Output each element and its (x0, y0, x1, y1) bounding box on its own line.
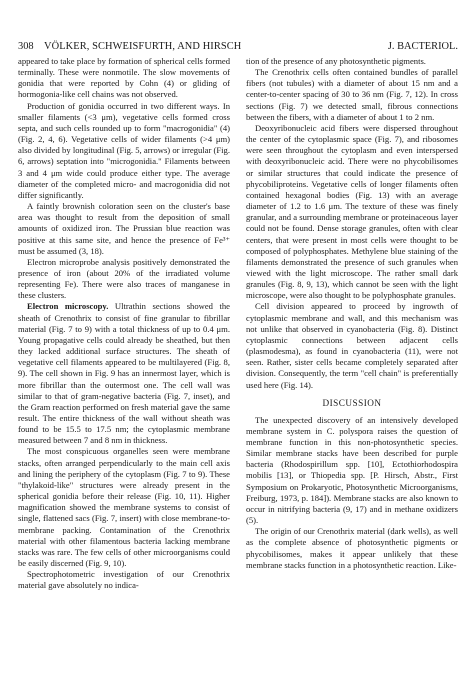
paragraph: appeared to take place by formation of spherical cells formed terminally. These were nonmotile. The slow movements of gonidia that were reported by Cohn (4) or gliding of hormogonia-like cell chains was not observed. (18, 56, 230, 100)
paragraph: The Crenothrix cells often contained bundles of parallel fibers (not tubules) with a diameter of about 15 nm and a center-to-center spacing of 30 to 36 nm (Fig. 7, 12). In cross sections (Fig. 7) we detected small, fibrous connections between the fibers, with a diameter of about 1 to 2 nm. (246, 67, 458, 122)
paragraph: Cell division appeared to proceed by ingrowth of cytoplasmic membrane and wall, and this mechanism was not unlike that observed in cyanobacteria (Fig. 8). Distinct cytoplasmic connections between adjacent cells (plasmodesma), as found in cyanobacteria (11), were not seen. Rather, sister cells became completely separated after division. Consequently, the term "cell chain" is preferentially used here (Fig. 14). (246, 301, 458, 390)
paragraph: The most conspicuous organelles seen were membrane stacks, often arranged perpendicularly to the main cell axis and lining the periphery of the cytoplasm (Fig. 7 to 9). These "thylakoid-like" structures were already present in the spherical gonidia before their release (Fig. 10, 11). Higher magnification showed the membrane systems to consist of single, flattened sacs (Fig. 7, insert) with close membrane-to-membrane packing. Contamination of the Crenothrix material with other filamentous bacteria lacking membrane stacks was rare. The few cells of other microorganisms could be easily discerned (Fig. 9, 10). (18, 446, 230, 569)
paragraph: The unexpected discovery of an intensively developed membrane system in C. polyspora raises the question of membrane function in this non-photosynthetic species. Similar membrane stacks have been described for purple bacteria (Rhodospirillum spp. [10], Ectothiorhodospira mobilis [13], or Thiopedia spp. [P. Hirsch, Abstr., First Symposium on Prokaryotic, Photosynthetic Microorganisms, Freiburg, 1973, p. 184]). Membrane stacks are also known to occur in nitrifying bacteria (9, 17) and in methane oxidizers (5). (246, 414, 458, 526)
left-text-column (18, 56, 230, 592)
page-number: 308 (18, 41, 34, 52)
run-in-heading: Electron microscopy. (27, 301, 109, 312)
paragraph: Deoxyribonucleic acid fibers were dispersed throughout the center of the cytoplasmic space (Fig. 7), and ribosomes were seen throughout the cytoplasm and even interspersed with deoxyribonucleic acid. There were no phycobilisomes or similar structures that could indicate the presence of phycobiliproteins. Vegetative cells of longer filaments often contained hexagonal bodies (Fig. 13) with an average diameter of 1.2 to 1.6 μm. The texture of these was finely granular, and a surrounding membrane or proteinaceous layer could not be found. Dense storage granules, often with clear centers, that were present in most cells were thought to be composed of polyphosphates. Methylene blue staining of the filaments demonstrated the presence of such granules when viewed with the light microscope. The rather small dark granules (Fig. 8, 9, 13), which cannot be seen with the light microscope, were also thought to be polyphosphate granules. (246, 122, 458, 301)
section-heading-discussion: DISCUSSION (322, 397, 382, 408)
paragraph-text: Ultrathin sections showed the sheath of Crenothrix to consist of fine granular to fibrillar material (Fig. 7 to 9) with a total thickness of up to 0.4 μm. Young propagative cells could already be sheathed, but then they lacked additional surface structures. The sheath of vegetative cell filaments appeared to be multilayered (Fig. 8, 9). The cell shown in Fig. 9 has an innermost layer, which is more fibrillar than the outermost one. The cell wall was similar to that of gram-negative bacteria (Fig. 7, inset), and the Gram reaction performed on fresh material gave the same result. The entire thickness of the wall without sheath was found to be 15.5 to 17.5 nm; the cytoplasmic membrane measured between 7 and 8 nm in thickness. (18, 301, 230, 446)
journal-abbreviation: J. BACTERIOL. (387, 41, 458, 52)
paragraph: The origin of our Crenothrix material (dark wells), as well as the complete absence of photosynthetic pigments or phycobilisomes, makes it appear unlikely that these membrane stacks function in a photosynthetic reaction. Like- (246, 526, 458, 570)
paragraph: Spectrophotometric investigation of our Crenothrix material gave absolutely no indica- (18, 569, 230, 591)
paragraph: A faintly brownish coloration seen on the cluster's base area was thought to result from the deposition of small amounts of oxidized iron. The Prussian blue reaction was positive at this same site, and hence the presence of Fe³⁺ must be assumed (3, 18). (18, 201, 230, 256)
running-header (18, 40, 458, 54)
paragraph: Electron microprobe analysis positively demonstrated the presence of iron (about 20% of the irradiated volume representing Fe). There were also traces of manganese in these clusters. (18, 256, 230, 301)
right-text-column (246, 56, 458, 571)
paragraph: Production of gonidia occurred in two different ways. In smaller filaments (<3 μm), vegetative cells formed cross septa, and such cells rounded up to form "macrogonidia" (4) (Fig. 2, 4, 6). Vegetative cells of wider filaments (>4 μm) also divided by longitudinal (Fig. 5, arrows) or irregular (Fig. 6, arrows) septation into "microgonidia." Filaments between 3 and 4 μm wide could produce either type. The average diameter of the completed micro- and macrogonidia did not differ significantly. (18, 100, 230, 200)
running-head-authors: VÖLKER, SCHWEISFURTH, AND HIRSCH (44, 41, 242, 52)
paragraph-electron-microscopy (18, 301, 230, 446)
paragraph: tion of the presence of any photosynthetic pigments. (246, 56, 426, 66)
